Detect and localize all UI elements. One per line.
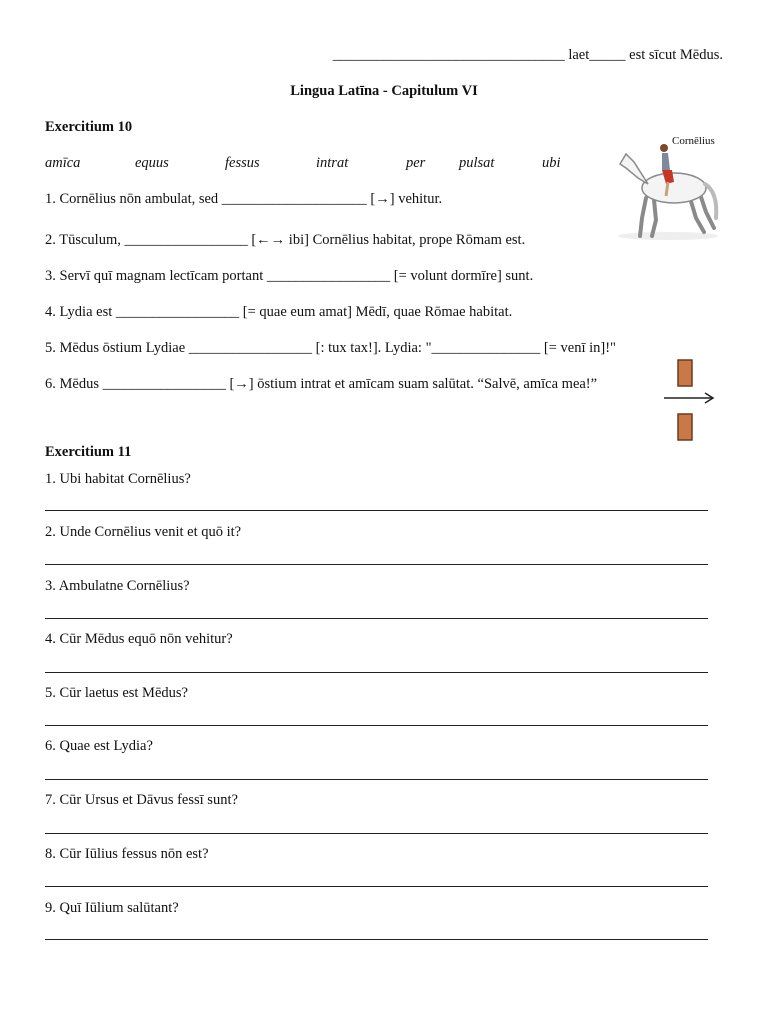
answer-line[interactable] [45,939,708,940]
door-arrow-illustration [660,358,716,444]
answer-line[interactable] [45,672,708,673]
answer-line[interactable] [45,779,708,780]
question-text: 2. Unde Cornēlius venit et quō it? [45,524,242,540]
exercise-10-sentence: 6. Mēdus _________________ [→] ōstium intrat et amīcam suam salūtat. “Salvē, amīca mea!” [45,376,598,392]
answer-line[interactable] [45,725,708,726]
question-text: 8. Cūr Iūlius fessus nōn est? [45,846,209,862]
question-text: 4. Cūr Mēdus equō nōn vehitur? [45,631,233,647]
question-text: 9. Quī Iūlium salūtant? [45,900,179,916]
word-bank-item: ubi [542,155,561,171]
horse-caption: Cornēlius [672,135,715,147]
answer-line[interactable] [45,833,708,834]
answer-line[interactable] [45,618,708,619]
exercise-10-sentence: 3. Servī quī magnam lectīcam portant _________________ [= volunt dormīre] sunt. [45,268,534,284]
question-text: 7. Cūr Ursus et Dāvus fessī sunt? [45,792,238,808]
word-bank-item: intrat [316,155,349,171]
question-text: 5. Cūr laetus est Mēdus? [45,685,188,701]
page-title: Lingua Latīna - Capitulum VI [290,83,478,99]
question-text: 3. Ambulatne Cornēlius? [45,578,190,594]
exercise-11-heading: Exercitium 11 [45,444,132,460]
header-name-line: ________________________________ laet_____ est sīcut Mēdus. [332,47,723,63]
horse-rider-icon [612,132,724,244]
exercise-10-heading: Exercitium 10 [45,119,133,135]
exercise-10-sentence: 4. Lydia est _________________ [= quae eum amat] Mēdī, quae Rōmae habitat. [45,304,513,320]
horse-rider-illustration [612,132,724,244]
answer-line[interactable] [45,510,708,511]
answer-line[interactable] [45,564,708,565]
question-text: 6. Quae est Lydia? [45,738,153,754]
word-bank-item: per [406,155,426,171]
word-bank-item: amīca [45,155,81,171]
exercise-10-sentence: 1. Cornēlius nōn ambulat, sed ____________________ [→] vehitur. [45,191,443,207]
exercise-10-sentence: 2. Tūsculum, _________________ [←→ ibi] Cornēlius habitat, prope Rōmam est. [45,232,526,248]
question-text: 1. Ubi habitat Cornēlius? [45,471,191,487]
word-bank-item: equus [135,155,169,171]
enter-door-icon [660,358,716,444]
word-bank-item: fessus [225,155,260,171]
answer-line[interactable] [45,886,708,887]
exercise-10-sentence: 5. Mēdus ōstium Lydiae _________________ [: tux tax!]. Lydia: "_______________ [= venī in]!" [45,340,616,356]
word-bank-item: pulsat [459,155,495,171]
